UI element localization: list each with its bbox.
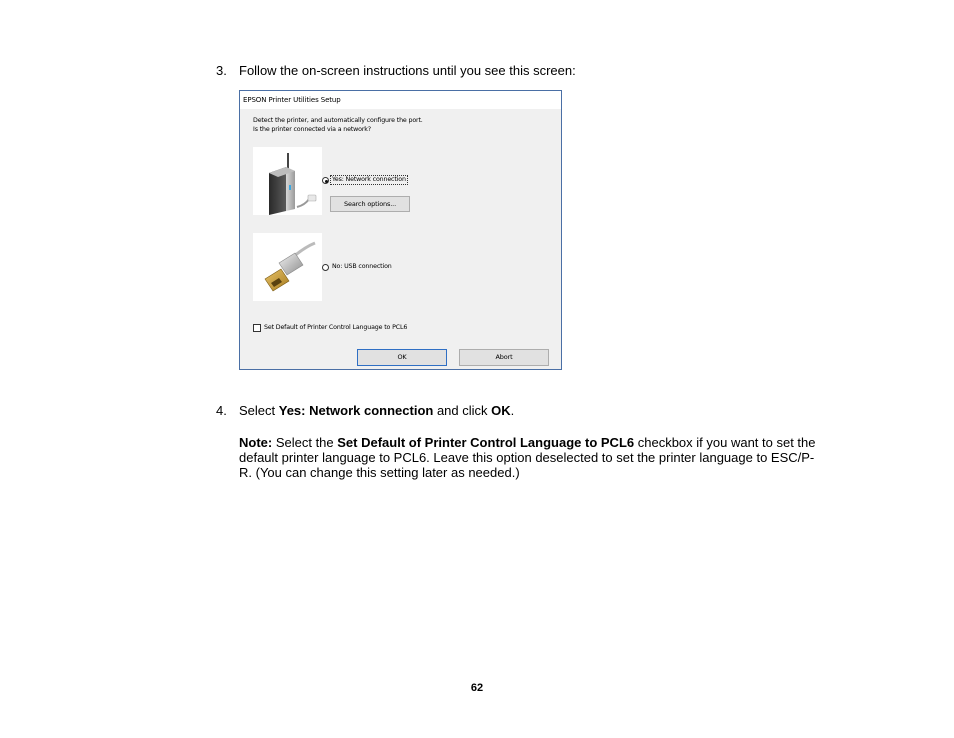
note-prefix: Select the: [272, 435, 338, 450]
step-text-suffix: .: [510, 403, 515, 418]
dialog-description: [253, 117, 553, 134]
dialog-title: EPSON Printer Utilities Setup: [240, 91, 561, 109]
usb-cable-image: [253, 233, 322, 301]
usb-plug-icon: [253, 233, 322, 301]
usb-connection-label[interactable]: No: USB connection: [332, 263, 392, 270]
step-text: [239, 403, 514, 418]
step-text-middle: and click: [433, 403, 492, 418]
network-router-image: [253, 147, 322, 215]
note-paragraph: [239, 435, 824, 480]
step-number: 3.: [216, 63, 227, 78]
description-line-1: Detect the printer, and automatically configure the port.: [253, 117, 423, 124]
pcl6-checkbox[interactable]: [253, 324, 261, 332]
note-label: Note:: [239, 435, 273, 450]
note-suffix: checkbox if you want to set the default printer language to PCL6. Leave this option deselected to set the printer language to ESC/P-R. (You can change this setting later as needed.): [239, 435, 816, 480]
ok-button[interactable]: OK: [357, 349, 447, 366]
search-options-button[interactable]: Search options...: [330, 196, 410, 212]
step-4: [216, 403, 816, 419]
description-line-2: Is the printer connected via a network?: [253, 125, 371, 133]
page-number: 62: [470, 682, 484, 694]
step-text-bold-ok: OK: [491, 403, 511, 418]
network-connection-radio[interactable]: [322, 177, 329, 184]
step-number: 4.: [216, 403, 227, 418]
step-text-bold-option: Yes: Network connection: [278, 403, 434, 418]
usb-connection-radio[interactable]: [322, 264, 329, 271]
step-text-prefix: Select: [239, 403, 279, 418]
step-text: Follow the on-screen instructions until you see this screen:: [239, 63, 576, 78]
pcl6-checkbox-label[interactable]: Set Default of Printer Control Language to PCL6: [264, 324, 408, 331]
abort-button[interactable]: Abort: [459, 349, 549, 366]
step-3: [216, 63, 816, 79]
note-bold-setting: Set Default of Printer Control Language to PCL6: [337, 435, 635, 450]
epson-setup-dialog: [239, 90, 562, 370]
router-icon: [253, 147, 322, 215]
network-connection-label[interactable]: Yes: Network connection: [332, 176, 406, 183]
